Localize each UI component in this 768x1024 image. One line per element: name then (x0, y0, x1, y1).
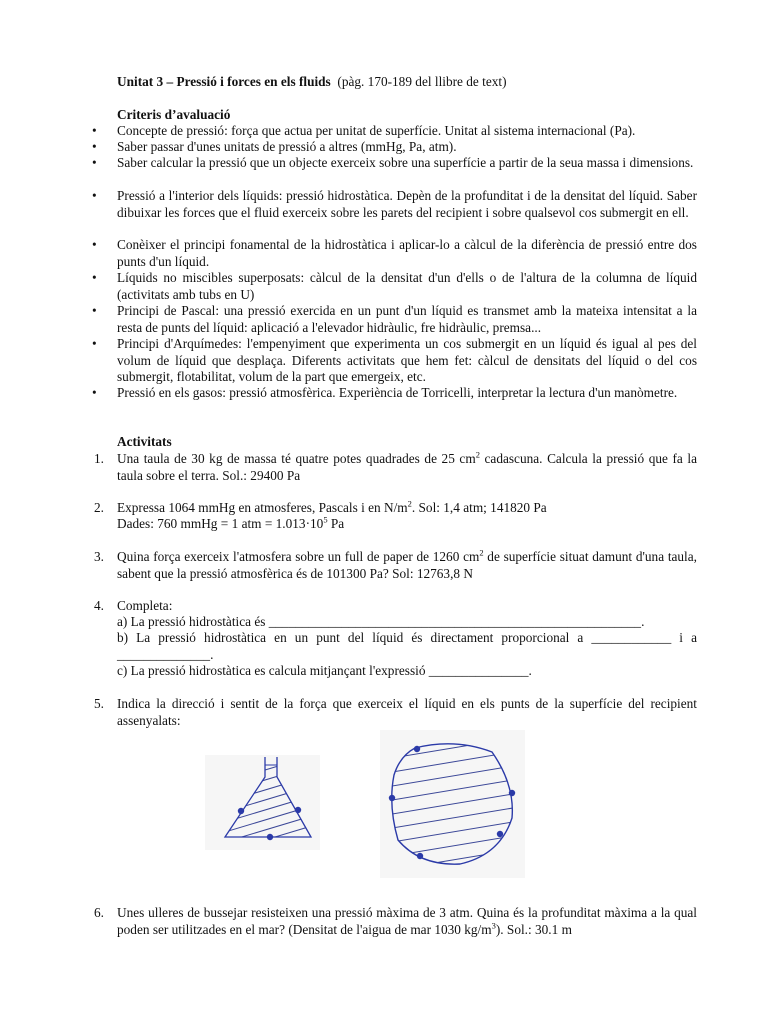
activity-4-b: b) La pressió hidrostàtica en un punt del líquid és directament proporcional a ____________ i a ______________. (117, 630, 697, 662)
unit-title: Unitat 3 – Pressió i forces en els fluids (117, 74, 331, 89)
unit-pages: (pàg. 170-189 del llibre de text) (337, 74, 507, 89)
bullet: • (92, 336, 97, 351)
bullet: • (92, 139, 97, 154)
activity-1-text: Una taula de 30 kg de massa té quatre potes quadrades de 25 cm (117, 451, 476, 466)
activity-1-text-end: cadascuna. Calcula la pressió que fa la taula sobre el terra. Sol.: 29400 Pa (117, 451, 697, 483)
criteria-item: Saber passar d'unes unitats de pressió a altres (mmHg, Pa, atm). (117, 139, 457, 154)
activity-number: 5. (94, 696, 104, 711)
activities-heading: Activitats (117, 434, 172, 449)
activity-2-data-unit: Pa (327, 516, 345, 531)
superscript: 2 (479, 547, 484, 558)
marked-point (414, 746, 420, 752)
bullet: • (92, 270, 97, 285)
criteria-item: Pressió a l'interior dels líquids: pressió hidrostàtica. Depèn de la profunditat i de la densitat del líquid. Saber dibuixar les forces que el fluid exerceix sobre les parets del recipient i sobre qualsevol cos submergit en ell. (117, 188, 697, 220)
bullet: • (92, 237, 97, 252)
activity-4-c: c) La pressió hidrostàtica es calcula mitjançant l'expressió _______________. (117, 663, 532, 678)
bullet: • (92, 385, 97, 400)
criteria-item: Líquids no miscibles superposats: càlcul de la densitat d'un d'ells o de l'altura de la columna de líquid (activitats amb tubs en U) (117, 270, 697, 302)
bullet: • (92, 123, 97, 138)
marked-point (267, 834, 273, 840)
activity-6-text: Unes ulleres de bussejar resisteixen una pressió màxima de 3 atm. Quina és la profunditat màxima a la qual poden ser utilitzades en el mar? (Densitat de l'aigua de mar 1030 kg/m (117, 905, 697, 937)
criteria-item: Principi de Pascal: una pressió exercida en un punt d'un líquid es transmet amb la mateixa intensitat a la resta de punts del líquid: aplicació a l'elevador hidràulic, fre hidràulic, premsa... (117, 303, 697, 335)
bullet: • (92, 155, 97, 170)
marked-point (497, 831, 503, 837)
activity-1 (117, 451, 697, 484)
marked-point (509, 790, 515, 796)
activity-5: Indica la direcció i sentit de la força que exerceix el líquid en els punts de la superfície del recipient assenyalats: (117, 696, 697, 728)
page-title (117, 74, 507, 91)
activity-number: 6. (94, 905, 104, 920)
marked-point (238, 808, 244, 814)
criteria-item: Concepte de pressió: força que actua per unitat de superfície. Unitat al sistema internacional (Pa). (117, 123, 636, 138)
bullet: • (92, 188, 97, 203)
bullet: • (92, 303, 97, 318)
marked-point (389, 795, 395, 801)
activity-number: 2. (94, 500, 104, 515)
criteria-item: Saber calcular la pressió que un objecte exerceix sobre una superfície a partir de la seua massa i dimensions. (117, 155, 694, 170)
flask-drawing (205, 755, 320, 850)
activity-4-a: a) La pressió hidrostàtica és ________________________________________________________. (117, 614, 645, 629)
activity-6 (117, 905, 697, 938)
activity-2-data-text: Dades: 760 mmHg = 1 atm = 1.013·10 (117, 516, 324, 531)
superscript: 3 (491, 920, 496, 931)
marked-point (417, 853, 423, 859)
activity-2-text: Expressa 1064 mmHg en atmosferes, Pascals i en N/m (117, 500, 408, 515)
criteria-item: Conèixer el principi fonamental de la hidrostàtica i aplicar-lo a càlcul de la diferència de pressió entre dos punts d'un líquid. (117, 237, 697, 269)
activity-number: 3. (94, 549, 104, 564)
criteria-heading: Criteris d’avaluació (117, 107, 231, 122)
activity-2-data (117, 516, 344, 533)
activity-number: 4. (94, 598, 104, 613)
activity-2 (117, 500, 547, 517)
superscript: 2 (475, 449, 480, 460)
activity-4-intro: Completa: (117, 598, 173, 613)
activity-3 (117, 549, 697, 582)
activity-number: 1. (94, 451, 104, 466)
activity-3-text: Quina força exerceix l'atmosfera sobre un full de paper de 1260 cm (117, 549, 480, 564)
criteria-item: Principi d'Arquímedes: l'empenyiment que experimenta un cos submergit en un líquid és igual al pes del volum de líquid que desplaça. Diferents activitats que hem fet: càlcul de densitats del líquid o del cos submergit, flotabilitat, volum de la part que emergeix, etc. (117, 336, 697, 384)
marked-point (295, 807, 301, 813)
activity-6-text-end: ). Sol.: 30.1 m (495, 921, 572, 937)
activity-3-text-end: de superfície situat damunt d'una taula, sabent que la pressió atmosfèrica és de 101300 Pa? Sol: 12763,8 N (117, 549, 697, 581)
superscript: 2 (407, 498, 412, 509)
criteria-item: Pressió en els gasos: pressió atmosfèrica. Experiència de Torricelli, interpretar la lectura d'un manòmetre. (117, 385, 678, 400)
superscript: 5 (323, 514, 328, 525)
sphere-drawing (380, 730, 525, 878)
activity-2-text-end: . Sol: 1,4 atm; 141820 Pa (411, 500, 547, 515)
